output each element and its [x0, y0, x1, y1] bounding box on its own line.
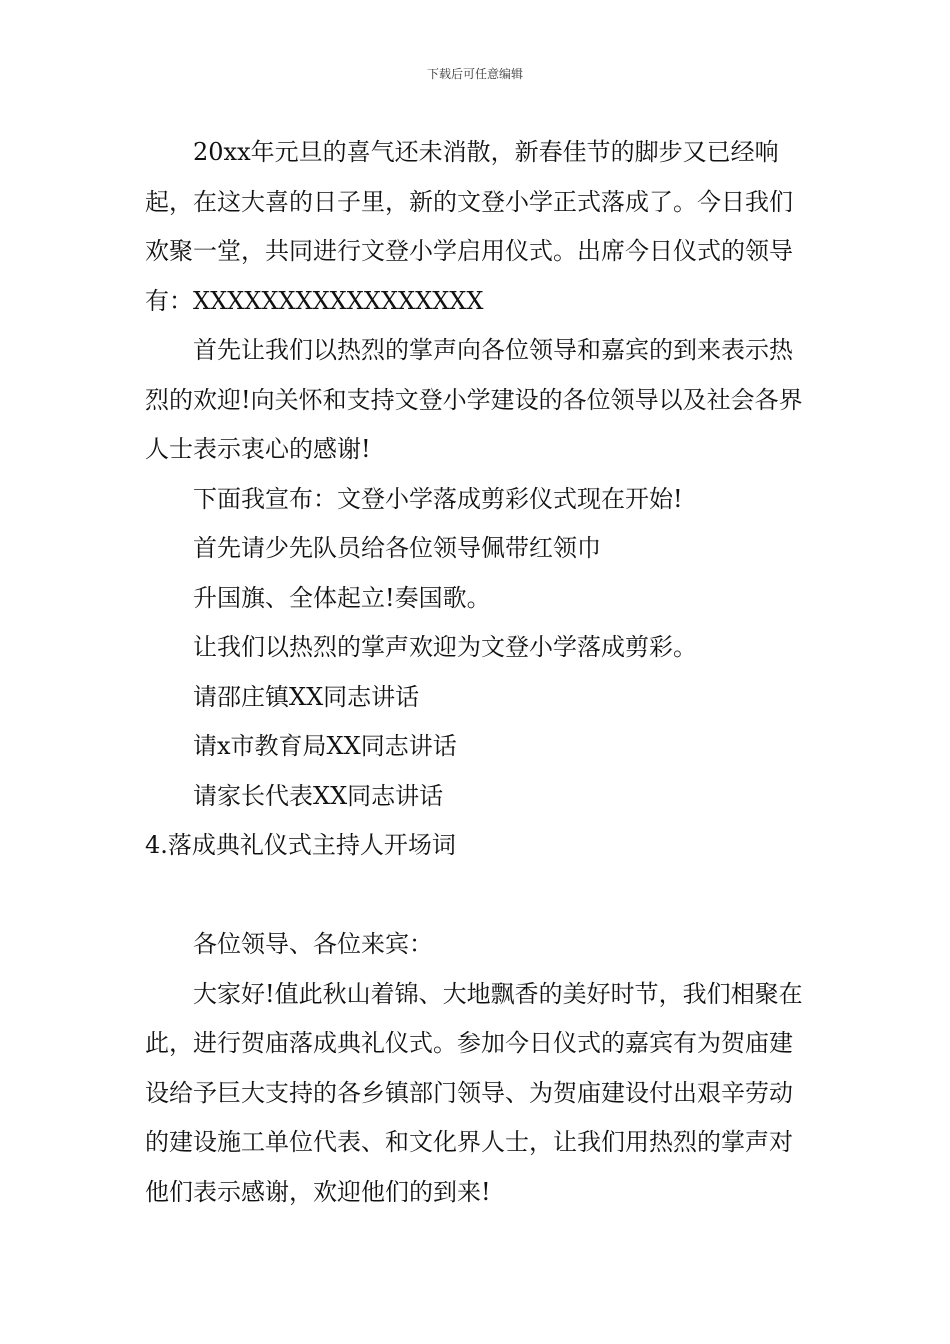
section-heading: 4.落成典礼仪式主持人开场词 [145, 831, 456, 859]
paragraph-speech-education-bureau: 请x市教育局XX同志讲话 [193, 732, 457, 760]
paragraph-announce-start: 下面我宣布：文登小学落成剪彩仪式现在开始! [193, 484, 683, 513]
paragraph-welcome: 首先让我们以热烈的掌声向各位领导和嘉宾的到来表示热烈的欢迎!向关怀和支持文登小学建设的各位领导以及社会各界人士表示衷心的感谢! [145, 336, 803, 463]
paragraph-opening: 20xx年元旦的喜气还未消散，新春佳节的脚步又已经响起，在这大喜的日子里，新的文登小学正式落成了。今日我们欢聚一堂，共同进行文登小学启用仪式。出席今日仪式的领导有：XXXXXXXXXXXXXXXXX [145, 138, 793, 315]
document-body [145, 128, 810, 1217]
page-header: 下载后可任意编辑 [426, 67, 523, 81]
paragraph-speech-parent: 请家长代表XX同志讲话 [193, 781, 444, 810]
blank-line [145, 871, 810, 921]
paragraph-flag-raising: 升国旗、全体起立!奏国歌。 [193, 583, 491, 612]
paragraph-ribbon-cutting: 让我们以热烈的掌声欢迎为文登小学落成剪彩。 [193, 633, 697, 661]
paragraph-salutation: 各位领导、各位来宾： [193, 930, 433, 958]
paragraph-greeting: 大家好!值此秋山着锦、大地飘香的美好时节，我们相聚在此，进行贺庙落成典礼仪式。参加今日仪式的嘉宾有为贺庙建设给予巨大支持的各乡镇部门领导、为贺庙建设付出艰辛劳动的建设施工单位代表、和文化界人士，让我们用热烈的掌声对他们表示感谢，欢迎他们的到来! [145, 979, 803, 1206]
paragraph-speech-town: 请邵庄镇XX同志讲话 [193, 682, 420, 711]
paragraph-red-scarf: 首先请少先队员给各位领导佩带红领巾 [193, 534, 601, 562]
